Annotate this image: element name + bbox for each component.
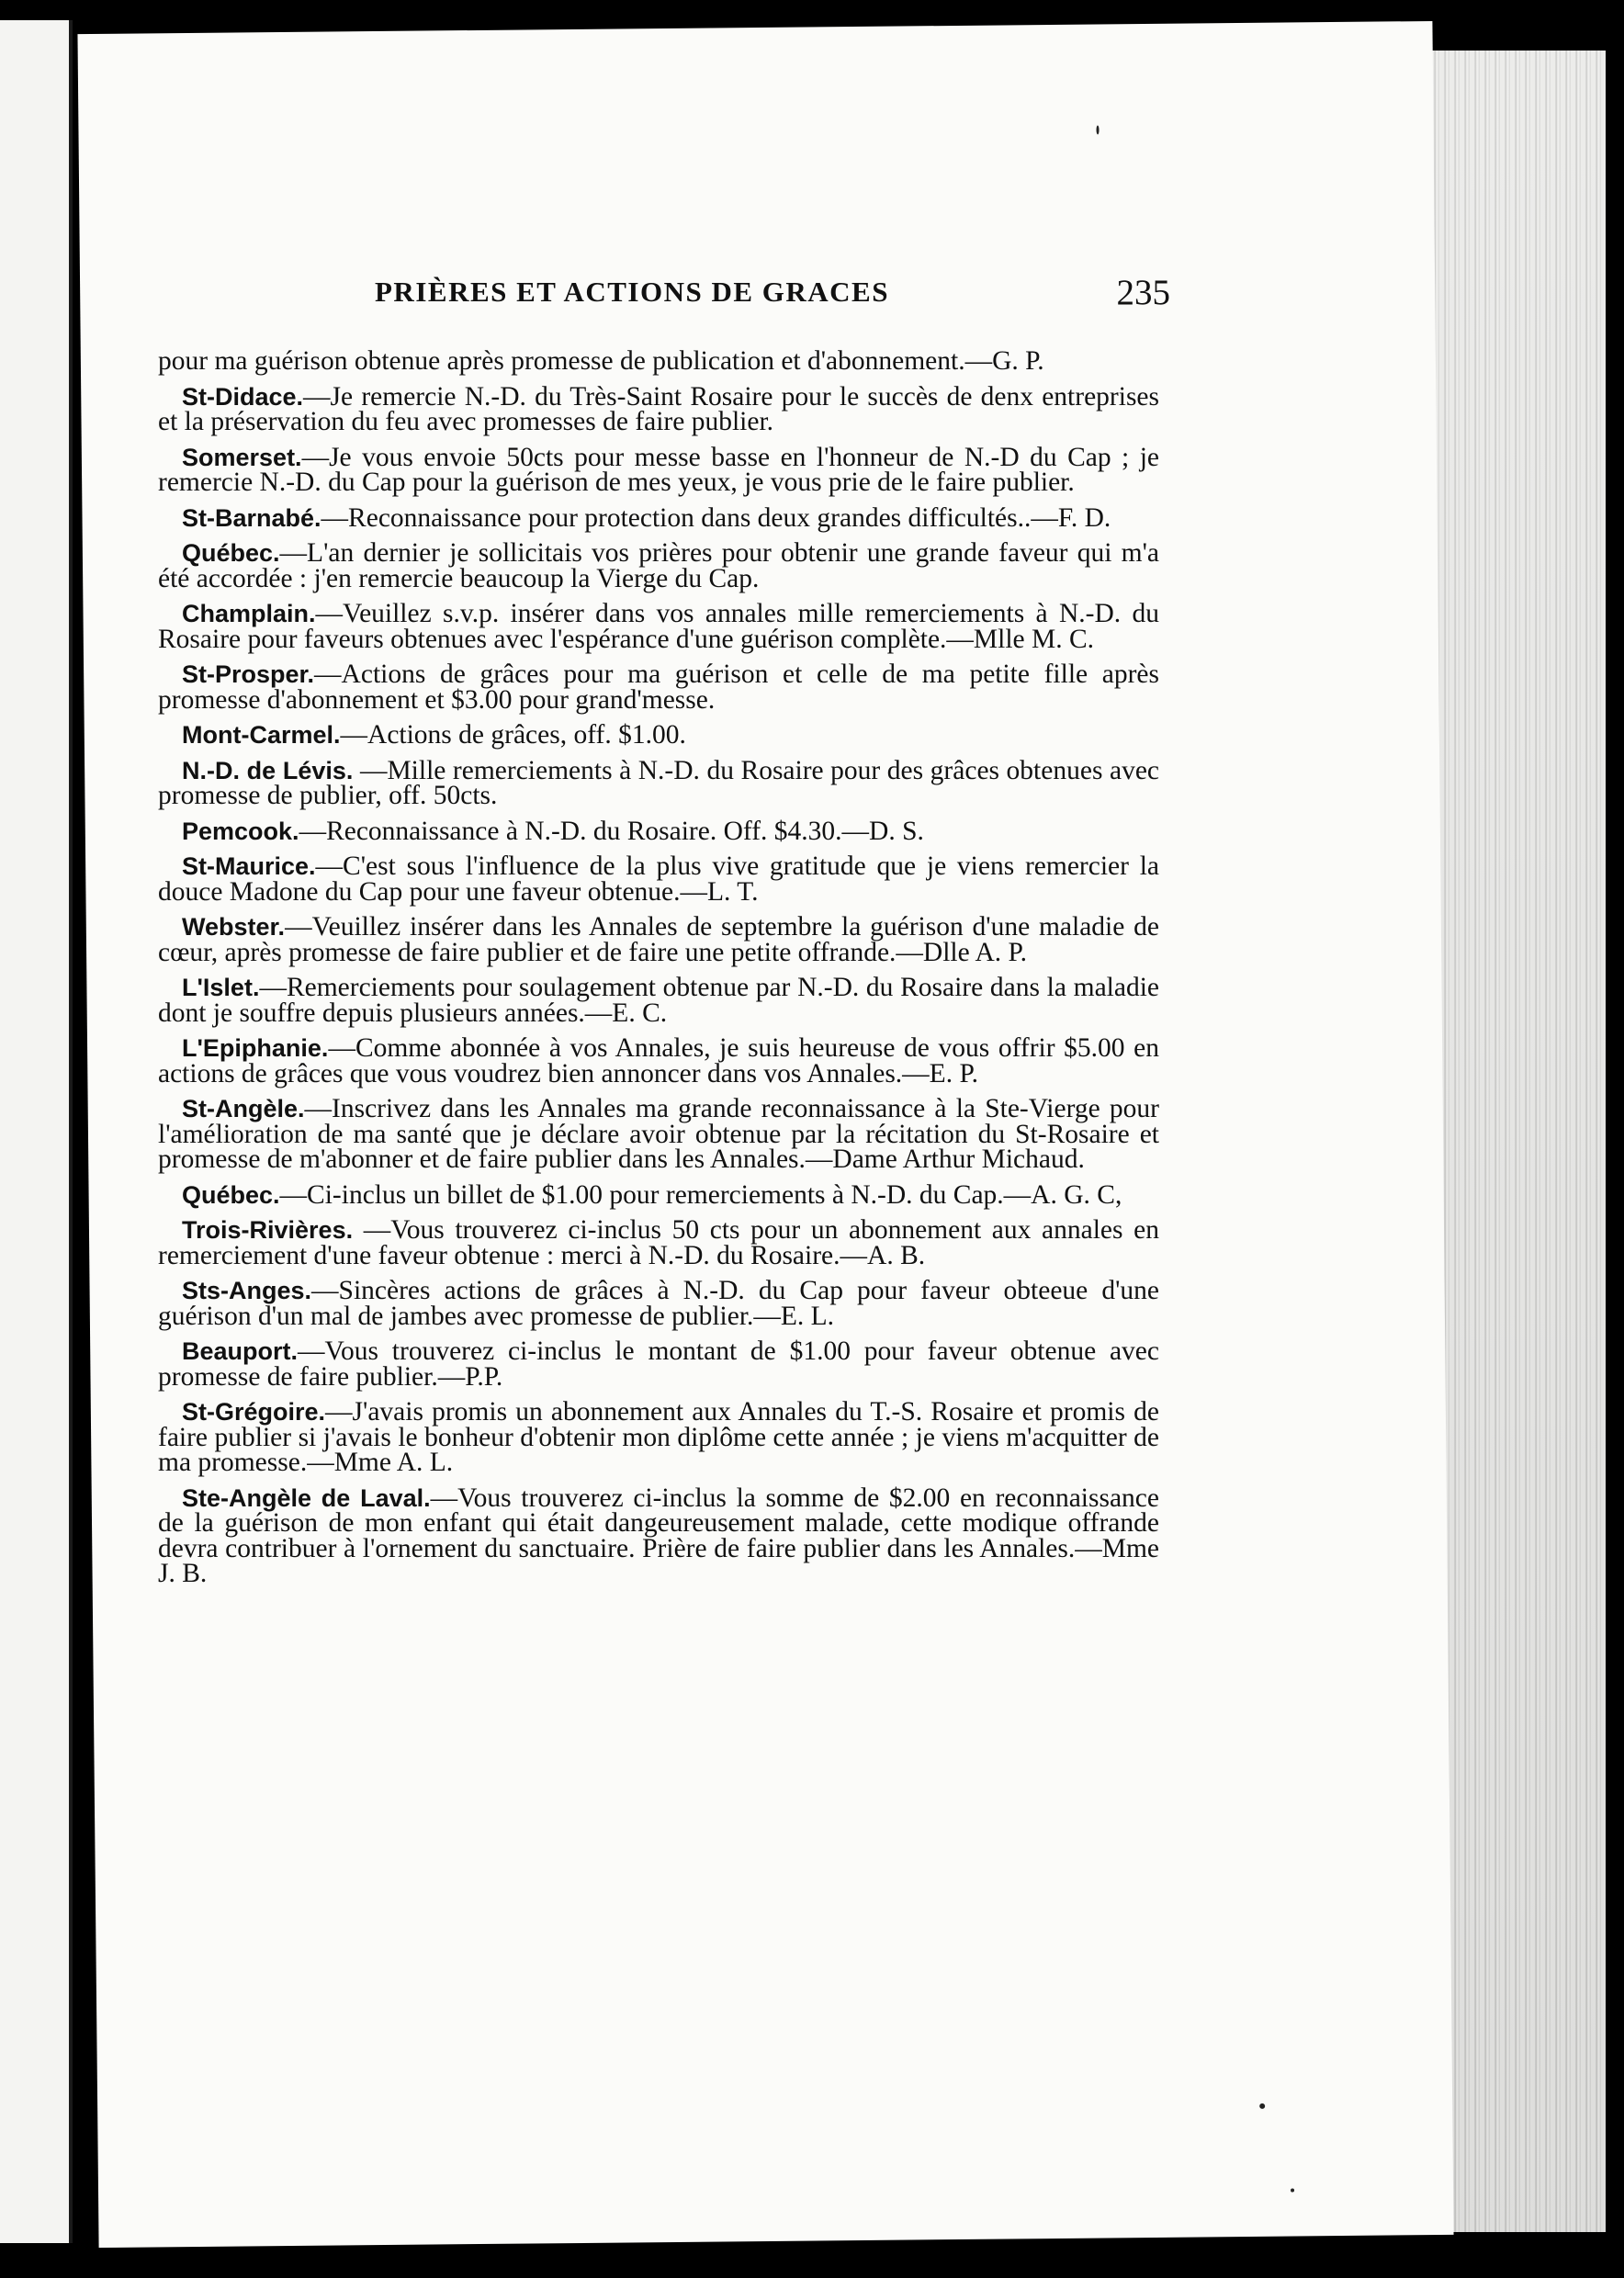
entry-place: Mont-Carmel. [182, 721, 341, 749]
entry [158, 975, 1159, 1026]
entry-place: Québec. [182, 1180, 280, 1209]
left-page-edge [0, 20, 73, 2243]
entry [158, 502, 1159, 533]
entry-text: —C'est sous l'influence de la plus vive gratitude que je viens remercier la douce Madone du Cap pour une faveur obtenue.—L. T. [158, 851, 1159, 907]
entry-text: —Veuillez insérer dans les Annales de septembre la guérison d'une maladie de cœur, après promesse de faire publier et de faire une petite offrande.—Dlle A. P. [158, 912, 1159, 967]
entry-text: pour ma guérison obtenue après promesse de publication et d'abonnement.—G. P. [158, 346, 1044, 376]
entry-place: St-Didace. [182, 382, 304, 411]
ink-speck [1291, 2189, 1294, 2193]
entry-place: N.-D. de Lévis. [182, 756, 354, 784]
entry-place: St-Prosper. [182, 660, 315, 688]
entry-place: Webster. [182, 913, 286, 941]
entry-place: St-Barnabé. [182, 503, 321, 532]
entry-place: St-Angèle. [182, 1095, 305, 1122]
entry [158, 755, 1160, 810]
entry-text: —J'avais promis un abonnement aux Annales du T.-S. Rosaire et promis de faire publier si j'avais le bonheur d'obtenir mon diplôme cette année ; je viens m'acquitter de ma promesse.—Mme A. L. [158, 1397, 1159, 1477]
entry [158, 599, 1159, 654]
entry [158, 1276, 1159, 1331]
entry-place: Trois-Rivières. [182, 1216, 354, 1244]
entry-place: L'Epiphanie. [182, 1034, 329, 1062]
entry [158, 912, 1159, 967]
entry [158, 1033, 1159, 1088]
entry-place: Champlain. [182, 600, 316, 627]
entry-text: —Vous trouverez ci-inclus la somme de $2.00 en reconnaissance de la guérison de mon enfant qui était dangeureusement malade, cette modique offrande devra contribuer à l'ornement du sanctuaire. Prière de faire publier dans les Annales.—Mme J. B. [158, 1483, 1159, 1588]
entry [158, 662, 1159, 713]
entry [158, 816, 1159, 846]
entry [158, 1094, 1159, 1174]
entry-place: St-Maurice. [182, 852, 316, 880]
entry [158, 851, 1159, 907]
entry-text: —Je vous envoie 50cts pour messe basse en l'honneur de N.-D du Cap ; je remercie N.-D. du Cap pour la guérison de mes yeux, je vous prie de le faire publier. [158, 442, 1159, 497]
entry-place: L'Islet. [182, 974, 260, 1001]
entry [158, 1336, 1159, 1392]
entry-text: —Reconnaissance à N.-D. du Rosaire. Off. $4.30.—D. S. [299, 816, 924, 846]
ink-speck [1259, 2103, 1265, 2109]
entry [158, 1397, 1159, 1477]
entry-place: St-Grégoire. [182, 1398, 326, 1426]
running-title: PRIÈRES ET ACTIONS DE GRACES [375, 276, 889, 308]
entry-text: —Je remercie N.-D. du Très-Saint Rosaire pour le succès de denx entreprises et la préservation du feu avec promesses de faire publier. [158, 381, 1159, 436]
entry-text: —Remerciements pour soulagement obtenue par N.-D. du Rosaire dans la maladie dont je souffre depuis plusieurs années.—E. C. [158, 973, 1159, 1028]
entry-place: Québec. [182, 539, 280, 567]
entry-text: —Veuillez s.v.p. insérer dans vos annales mille remerciements à N.-D. du Rosaire pour faveurs obtenues avec l'espérance d'une guérison complète.—Mlle M. C. [158, 599, 1159, 654]
entry-place: Sts-Anges. [182, 1277, 312, 1304]
entry-text: —Actions de grâces pour ma guérison et celle de ma petite fille après promesse d'abonnement et $3.00 pour grand'messe. [158, 660, 1159, 715]
entry [158, 538, 1159, 593]
entry-place: Beauport. [182, 1337, 299, 1365]
entry-text: —Comme abonnée à vos Annales, je suis heureuse de vous offrir $5.00 en actions de grâces que vous voudrez bien annoncer dans vos Annales.—E. P. [158, 1033, 1159, 1088]
entry [158, 1483, 1159, 1588]
entry-text: —Mille remerciements à N.-D. du Rosaire pour des grâces obtenues avec promesse de publier, off. 50cts. [158, 755, 1160, 810]
entries-list [158, 346, 1160, 1597]
entry-text: —Actions de grâces, off. $1.00. [340, 720, 686, 750]
entry [158, 720, 1159, 750]
entry-continuation [158, 346, 1159, 376]
page-number: 235 [1116, 273, 1170, 312]
entry-text: —Reconnaissance pour protection dans deux grandes difficultés..—F. D. [321, 502, 1111, 533]
entry [158, 442, 1159, 497]
entry-text: —Vous trouverez ci-inclus 50 cts pour un abonnement aux annales en remerciement d'une faveur obtenue : merci à N.-D. du Rosaire.—A. B. [158, 1215, 1159, 1270]
entry-text: —Vous trouverez ci-inclus le montant de $1.00 pour faveur obtenue avec promesse de faire publier.—P.P. [158, 1336, 1159, 1392]
page-header [287, 273, 1170, 321]
entry-text: —Ci-inclus un billet de $1.00 pour remerciements à N.-D. du Cap.—A. G. C, [279, 1179, 1122, 1210]
entry-text: —L'an dernier je sollicitais vos prières pour obtenir une grande faveur qui m'a été accordée : j'en remercie beaucoup la Vierge du Cap. [158, 538, 1159, 593]
ink-speck [1096, 125, 1099, 134]
entry-place: Somerset. [182, 443, 302, 471]
entry-text: —Inscrivez dans les Annales ma grande reconnaissance à la Ste-Vierge pour l'amélioration de ma santé que je déclare avoir obtenue par la récitation du St-Rosaire et promesse de m'abonner et de faire publier dans les Annales.—Dame Arthur Michaud. [158, 1094, 1159, 1174]
entry-text: —Sincères actions de grâces à N.-D. du Cap pour faveur obteeue d'une guérison d'un mal de jambes avec promesse de publier.—E. L. [158, 1276, 1159, 1331]
entry [158, 1215, 1159, 1270]
entry-place: Pemcook. [182, 817, 299, 845]
entry [158, 1179, 1159, 1210]
entry [158, 381, 1159, 436]
entry-place: Ste-Angèle de Laval. [182, 1483, 431, 1512]
